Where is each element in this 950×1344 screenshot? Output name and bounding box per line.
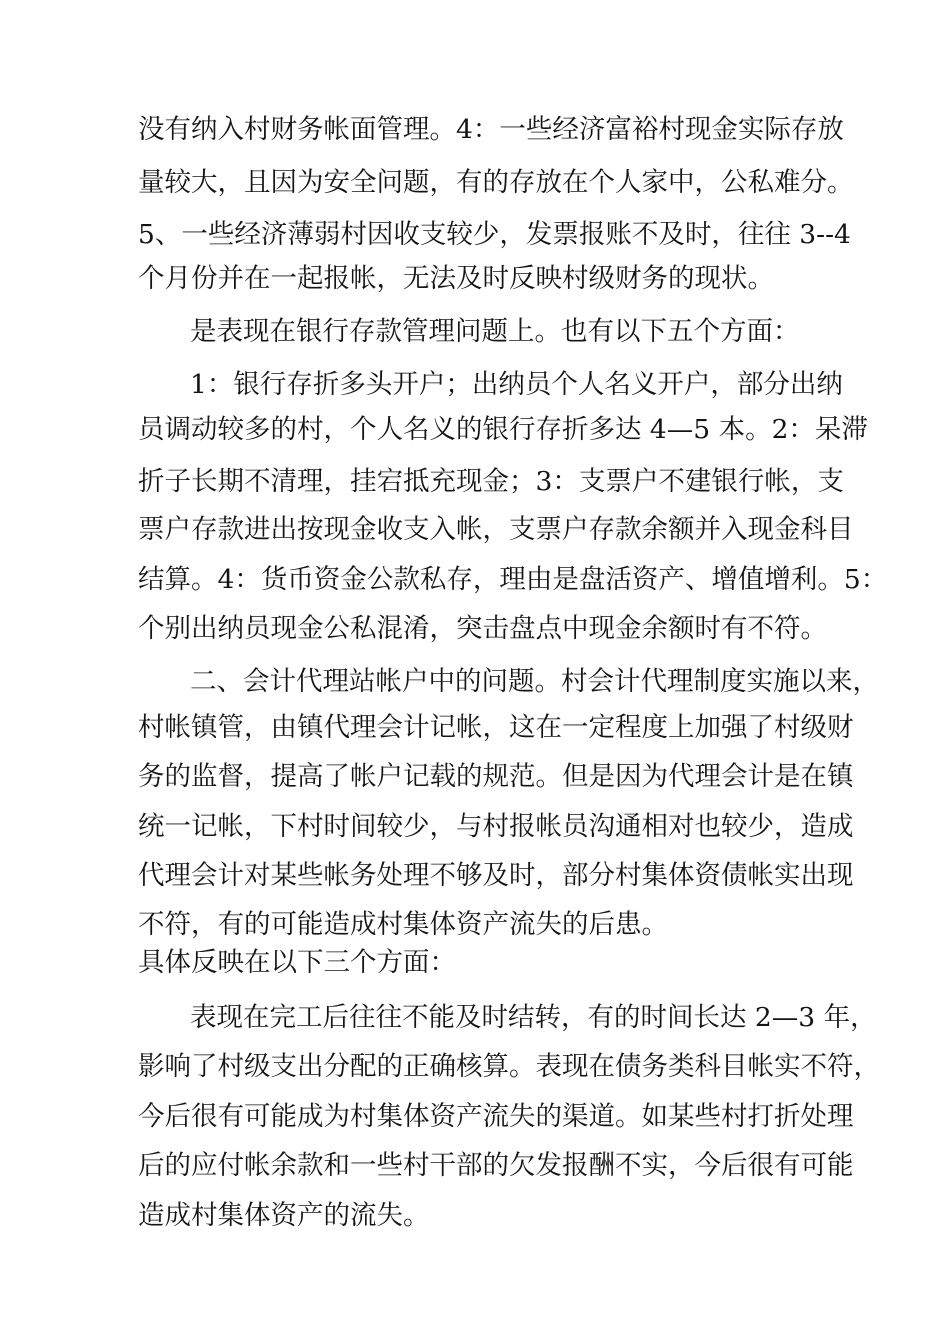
text-line: 个月份并在一起报帐，无法及时反映村级财务的现状。 <box>138 263 774 294</box>
text-line: 代理会计对某些帐务处理不够及时，部分村集体资债帐实出现 <box>138 860 854 891</box>
text-line: 务的监督，提高了帐户记载的规范。但是因为代理会计是在镇 <box>138 761 854 792</box>
text-line: 员调动较多的村，个人名义的银行存折多达 4—5 本。2：呆滞 <box>138 414 868 445</box>
text-line: 5、一些经济薄弱村因收支较少，发票报账不及时，往往 3--4 <box>138 219 851 250</box>
text-line: 后的应付帐余款和一些村干部的欠发报酬不实，今后很有可能 <box>138 1150 854 1181</box>
text-line: 个别出纳员现金公私混淆，突击盘点中现金余额时有不符。 <box>138 613 827 644</box>
text-line: 具体反映在以下三个方面： <box>138 947 456 978</box>
text-line: 1：银行存折多头开户；出纳员个人名义开户，部分出纳 <box>190 369 843 400</box>
text-line: 没有纳入村财务帐面管理。4：一些经济富裕村现金实际存放 <box>138 114 844 145</box>
text-line: 是表现在银行存款管理问题上。也有以下五个方面： <box>190 316 800 347</box>
text-line: 造成村集体资产的流失。 <box>138 1200 430 1231</box>
text-line: 不符，有的可能造成村集体资产流失的后患。 <box>138 909 668 940</box>
text-line: 折子长期不清理，挂宕抵充现金；3：支票户不建银行帐，支 <box>138 466 844 497</box>
text-line: 结算。4：货币资金公款私存，理由是盘活资产、增值增利。5： <box>138 564 888 595</box>
text-line: 统一记帐，下村时间较少，与村报帐员沟通相对也较少，造成 <box>138 811 854 842</box>
text-line: 表现在完工后往往不能及时结转，有的时间长达 2—3 年， <box>190 1002 877 1033</box>
text-line: 量较大，且因为安全问题，有的存放在个人家中，公私难分。 <box>138 167 854 198</box>
text-line: 今后很有可能成为村集体资产流失的渠道。如某些村打折处理 <box>138 1101 854 1132</box>
text-line: 影响了村级支出分配的正确核算。表现在债务类科目帐实不符， <box>138 1051 880 1082</box>
text-line: 二、会计代理站帐户中的问题。村会计代理制度实施以来， <box>190 666 879 697</box>
text-line: 村帐镇管，由镇代理会计记帐，这在一定程度上加强了村级财 <box>138 712 854 743</box>
text-line: 票户存款进出按现金收支入帐，支票户存款余额并入现金科目 <box>138 514 854 545</box>
